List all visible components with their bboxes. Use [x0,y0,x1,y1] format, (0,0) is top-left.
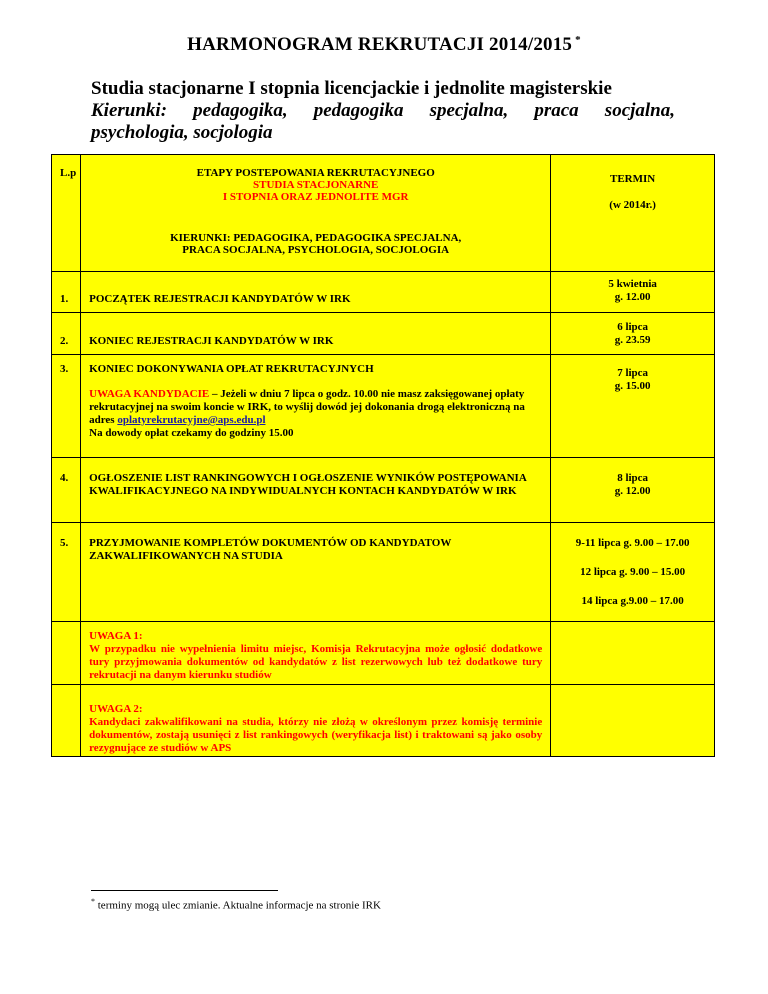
table-row [52,523,715,622]
row-number: 2. [52,313,81,355]
subtitle-study-type: Studia stacjonarne I stopnia licencjackie i jednolite magisterskie [91,78,612,99]
row-stage: POCZĄTEK REJESTRACJI KANDYDATÓW W IRK [81,272,551,313]
note-1: UWAGA 1: W przypadku nie wypełnienia limitu miejsc, Komisja Rekrutacyjna może ogłosić dodatkowe tury przyjmowania dokumentów od kandydatów z list rezerwowych lub też dodatkowe tury rekrutacji na danym kierunku studiów [81,622,551,685]
subtitle-fields-cont: psychologia, socjologia [91,122,273,143]
row-stage: KONIEC DOKONYWANIA OPŁAT REKRUTACYJNYCH UWAGA KANDYDACIE – Jeżeli w dniu 7 lipca o godz. 10.00 nie masz zaksięgowanej opłaty rekrutacyjnej na swoim koncie w IRK, to wyślij dowód jej dokonania drogą elektroniczną na adres oplatyrekrutacyjne@aps.edu.pl Na dowody opłat czekamy do godziny 15.00 [81,355,551,458]
row-number: 4. [52,458,81,523]
row-number: 1. [52,272,81,313]
row-term: 8 lipca g. 12.00 [551,458,715,523]
header-term: TERMIN (w 2014r.) [551,155,715,272]
table-row [52,313,715,355]
table-row [52,355,715,458]
note-2: UWAGA 2: Kandydaci zakwalifikowani na studia, którzy nie złożą w określonym przez komisję terminie dokumentów, zostają usunięci z list rankingowych (weryfikacja list) i traktowani są jako osoby rezygnujące ze studiów w APS [81,685,551,757]
table-header-row [52,155,715,272]
row-stage: PRZYJMOWANIE KOMPLETÓW DOKUMENTÓW OD KANDYDATOW ZAKWALIFIKOWANYCH NA STUDIA [81,523,551,622]
row-term: 7 lipca g. 15.00 [551,355,715,458]
row-number: 5. [52,523,81,622]
document-title: HARMONOGRAM REKRUTACJI 2014/2015 * [187,34,581,55]
note-row-1 [52,622,715,685]
table-row [52,272,715,313]
footnote-divider [91,890,278,891]
note-row-2 [52,685,715,757]
row-stage: OGŁOSZENIE LIST RANKINGOWYCH I OGŁOSZENIE WYNIKÓW POSTĘPOWANIA KWALIFIKACYJNEGO NA INDYWIDUALNYCH KONTACH KANDYDATÓW W IRK [81,458,551,523]
payment-email-link[interactable]: oplatyrekrutacyjne@aps.edu.pl [117,414,266,426]
row-term: 5 kwietnia g. 12.00 [551,272,715,313]
row-term: 6 lipca g. 23.59 [551,313,715,355]
schedule-table [51,154,715,757]
document-subtitle [91,78,675,144]
footnote: * terminy mogą ulec zmianie. Aktualne informacje na stronie IRK [91,897,381,912]
row-stage: KONIEC REJESTRACJI KANDYDATÓW W IRK [81,313,551,355]
header-stages: ETAPY POSTEPOWANIA REKRUTACYJNEGO STUDIA STACJONARNE I STOPNIA ORAZ JEDNOLITE MGR KIERUNKI: PEDAGOGIKA, PEDAGOGIKA SPECJALNA, PRACA SOCJALNA, PSYCHOLOGIA, SOCJOLOGIA [81,155,551,272]
row-number: 3. [52,355,81,458]
row-term: 9-11 lipca g. 9.00 – 17.00 12 lipca g. 9.00 – 15.00 14 lipca g.9.00 – 17.00 [551,523,715,622]
candidate-warning-label: UWAGA KANDYDACIE [89,388,210,400]
table-row [52,458,715,523]
header-lp: L.p [52,155,81,272]
footnote-mark: * [575,34,581,46]
subtitle-fields: Kierunki: pedagogika, pedagogika specjalna, praca socjalna, [91,100,675,121]
